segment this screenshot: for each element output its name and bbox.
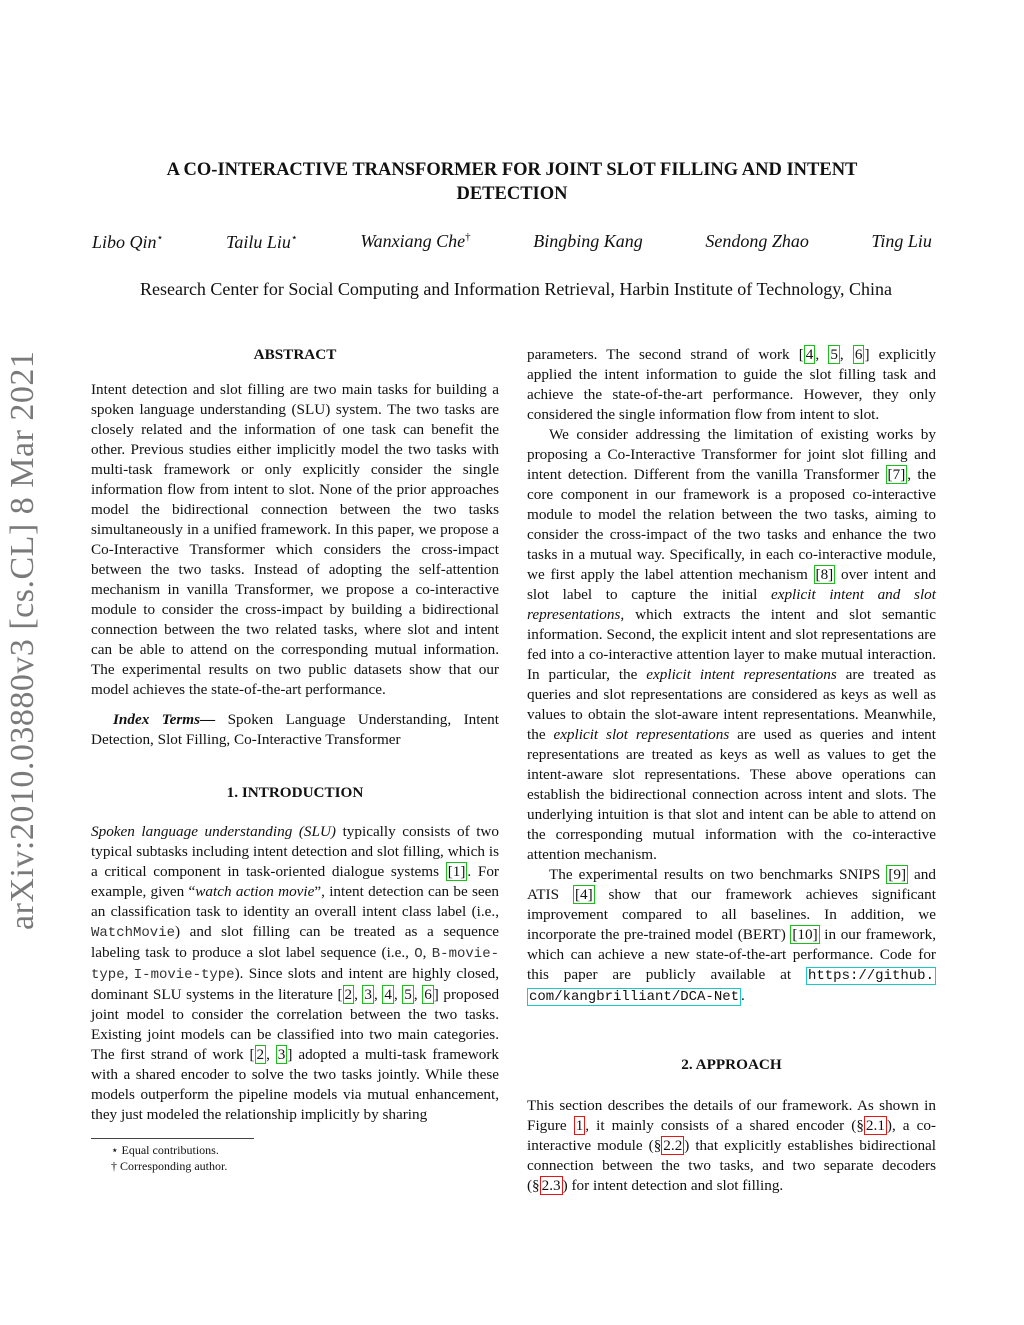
author: Libo Qin⋆ (92, 232, 164, 252)
author: Wanxiang Che† (360, 231, 471, 251)
right-column (527, 345, 936, 1196)
citation-link[interactable]: [10] (792, 926, 818, 943)
introduction-paragraph: Spoken language understanding (SLU) typically consists of two typical subtasks including intent detection and slot filling, which is a critical component in task-oriented dialogue systems [1] . For example, given “watch action movie”, intent detection can be seen an classification task to identity an overall intent class label (i.e., WatchMovie) and slot filling can be treated as a sequence labeling task to produce a slot label sequence (i.e., O, B-movie-type, I-movie-type). Since slots and intent are highly closed, dominant SLU systems in the literature [ 2 , 3 , 4 , 5 , 6 ] proposed joint model to consider the correlation between the two tasks. Existing joint models can be classified into two main categories. The first strand of work [ 2 , 3 ] adopted a multi-task framework with a shared encoder to solve the two tasks jointly. While these models outperform the pipeline models via mutual enhancement, they just modeled the relationship implicitly by sharing (91, 823, 500, 1123)
intro-paragraph-continued: parameters. The second strand of work [ 4 , 5 , 6 ] explicitly applied the intent information to guide the slot filling task and achieve the state-of-the-art performance. However, they only considered the single information flow from intent to slot. (527, 346, 937, 423)
code-url-link[interactable]: com/kangbrilliant/DCA-Net (529, 989, 740, 1005)
citation-link[interactable]: 4 (384, 986, 392, 1003)
intro-paragraph-approach: We consider addressing the limitation of existing works by proposing a Co-Interactive Transformer for joint slot filling and intent detection. Different from the vanilla Transformer [7] , the core component in our framework is a proposed co-interactive module to model the relation between the two tasks, aiming to consider the cross-impact of the two tasks and enhance the two tasks in a mutual way. Specifically, in each co-interactive module, we first apply the label attention mechanism [8] over intent and slot label to capture the initial explicit intent and slot representations, which extracts the intent and slot semantic information. Second, the explicit intent and slot representations are fed into a co-interactive attention layer to make mutual interaction. In particular, the explicit intent representations are treated as queries and slot representations are considered as keys as well as values to obtain the slot-aware intent representations. Meanwhile, the explicit slot representations are used as queries and intent representations are treated as keys as well as values to get the intent-aware slot representations. These above operations can establish the bidirectional connection across intent and slots. The underlying intuition is that slot and intent can be able to attend on the corresponding mutual information with the co-interactive attention mechanism. (527, 426, 936, 863)
citation-link[interactable]: 2 (344, 986, 353, 1003)
abstract-heading: ABSTRACT (253, 346, 337, 363)
figure-link[interactable]: 1 (575, 1117, 584, 1134)
title-line-1: A CO-INTERACTIVE TRANSFORMER FOR JOINT SLOT FILLING AND INTENT (166, 160, 858, 180)
citation-link[interactable]: 3 (364, 986, 373, 1003)
approach-paragraph: This section describes the details of our framework. As shown in Figure 1 , it mainly consists of a shared encoder (§ 2.1 ), a co-interactive module (§ 2.2 ) that explicitly establishes bidirectional connection between the two tasks, and two separate decoders (§ 2.3 ) for intent detection and slot filling. (527, 1097, 937, 1194)
author: Ting Liu (871, 231, 932, 251)
code-url-link[interactable]: https://github. (807, 968, 934, 984)
paper-title (110, 158, 914, 206)
citation-link[interactable]: 6 (854, 346, 863, 363)
footnote-equal-contribution: ⋆ Equal contributions. (111, 1143, 219, 1157)
section-link[interactable]: 2.1 (865, 1117, 885, 1134)
section-link[interactable]: 2.2 (663, 1137, 683, 1154)
author: Sendong Zhao (705, 231, 809, 251)
left-column (91, 345, 499, 1174)
citation-link[interactable]: [1] (447, 863, 466, 880)
abstract-text: Intent detection and slot filling are two main tasks for building a spoken language understanding (SLU) system. The two tasks are closely related and the information of one task can benefit the other. Previous studies either implicitly model the two tasks with multi-task framework or only explicitly consider the single information flow from intent to slot. None of the prior approaches model the bidirectional connection between the two tasks simultaneously in a unified framework. In this paper, we propose a Co-Interactive Transformer which considers the cross-impact between the two tasks. Instead of adopting the self-attention mechanism in vanilla Transformer, we propose a co-interactive module to consider the cross-impact by building a bidirectional connection between the two related tasks, where slot and intent can be able to attend on the corresponding mutual information. The experimental results on two public datasets show that our model achieves the state-of-the-art performance. (91, 381, 499, 698)
section-link[interactable]: 2.3 (541, 1177, 561, 1194)
author: Tailu Liu⋆ (225, 232, 298, 252)
citation-link[interactable]: [8] (815, 566, 834, 583)
title-line-2: DETECTION (456, 184, 568, 204)
citation-link[interactable]: 5 (404, 986, 412, 1003)
intro-paragraph-results: The experimental results on two benchmarks SNIPS [9] and ATIS [4] show that our framework achieves significant improvement compared to all baselines. In addition, we incorporate the pre-trained model (BERT) [10] in our framework, which can achieve a new state-of-the-art performance. Code for this paper are publicly available at https://github. com/kangbrilliant/DCA-Net . (527, 866, 936, 1005)
arxiv-identifier: arXiv:2010.03880v3 [cs.CL] 8 Mar 2021 (4, 350, 41, 930)
introduction-heading: 1. INTRODUCTION (226, 784, 364, 801)
footnote-corresponding-author: † Corresponding author. (111, 1159, 228, 1173)
footnote-rule (91, 1138, 254, 1139)
citation-link[interactable]: [7] (887, 466, 906, 483)
index-terms: Index Terms— Spoken Language Understanding, Intent Detection, Slot Filling, Co-Interactive Transformer (91, 711, 499, 748)
author: Bingbing Kang (533, 231, 643, 251)
citation-link[interactable]: [9] (888, 866, 907, 883)
citation-link[interactable]: 2 (256, 1046, 265, 1063)
citation-link[interactable]: 5 (830, 346, 838, 363)
author-list (92, 231, 932, 253)
affiliation: Research Center for Social Computing and Information Retrieval, Harbin Institute of Technology, China (139, 279, 893, 299)
citation-link[interactable]: 4 (805, 346, 814, 363)
citation-link[interactable]: [4] (574, 886, 593, 903)
approach-heading: 2. APPROACH (681, 1056, 782, 1073)
citation-link[interactable]: 6 (424, 986, 432, 1003)
citation-link[interactable]: 3 (277, 1046, 286, 1063)
